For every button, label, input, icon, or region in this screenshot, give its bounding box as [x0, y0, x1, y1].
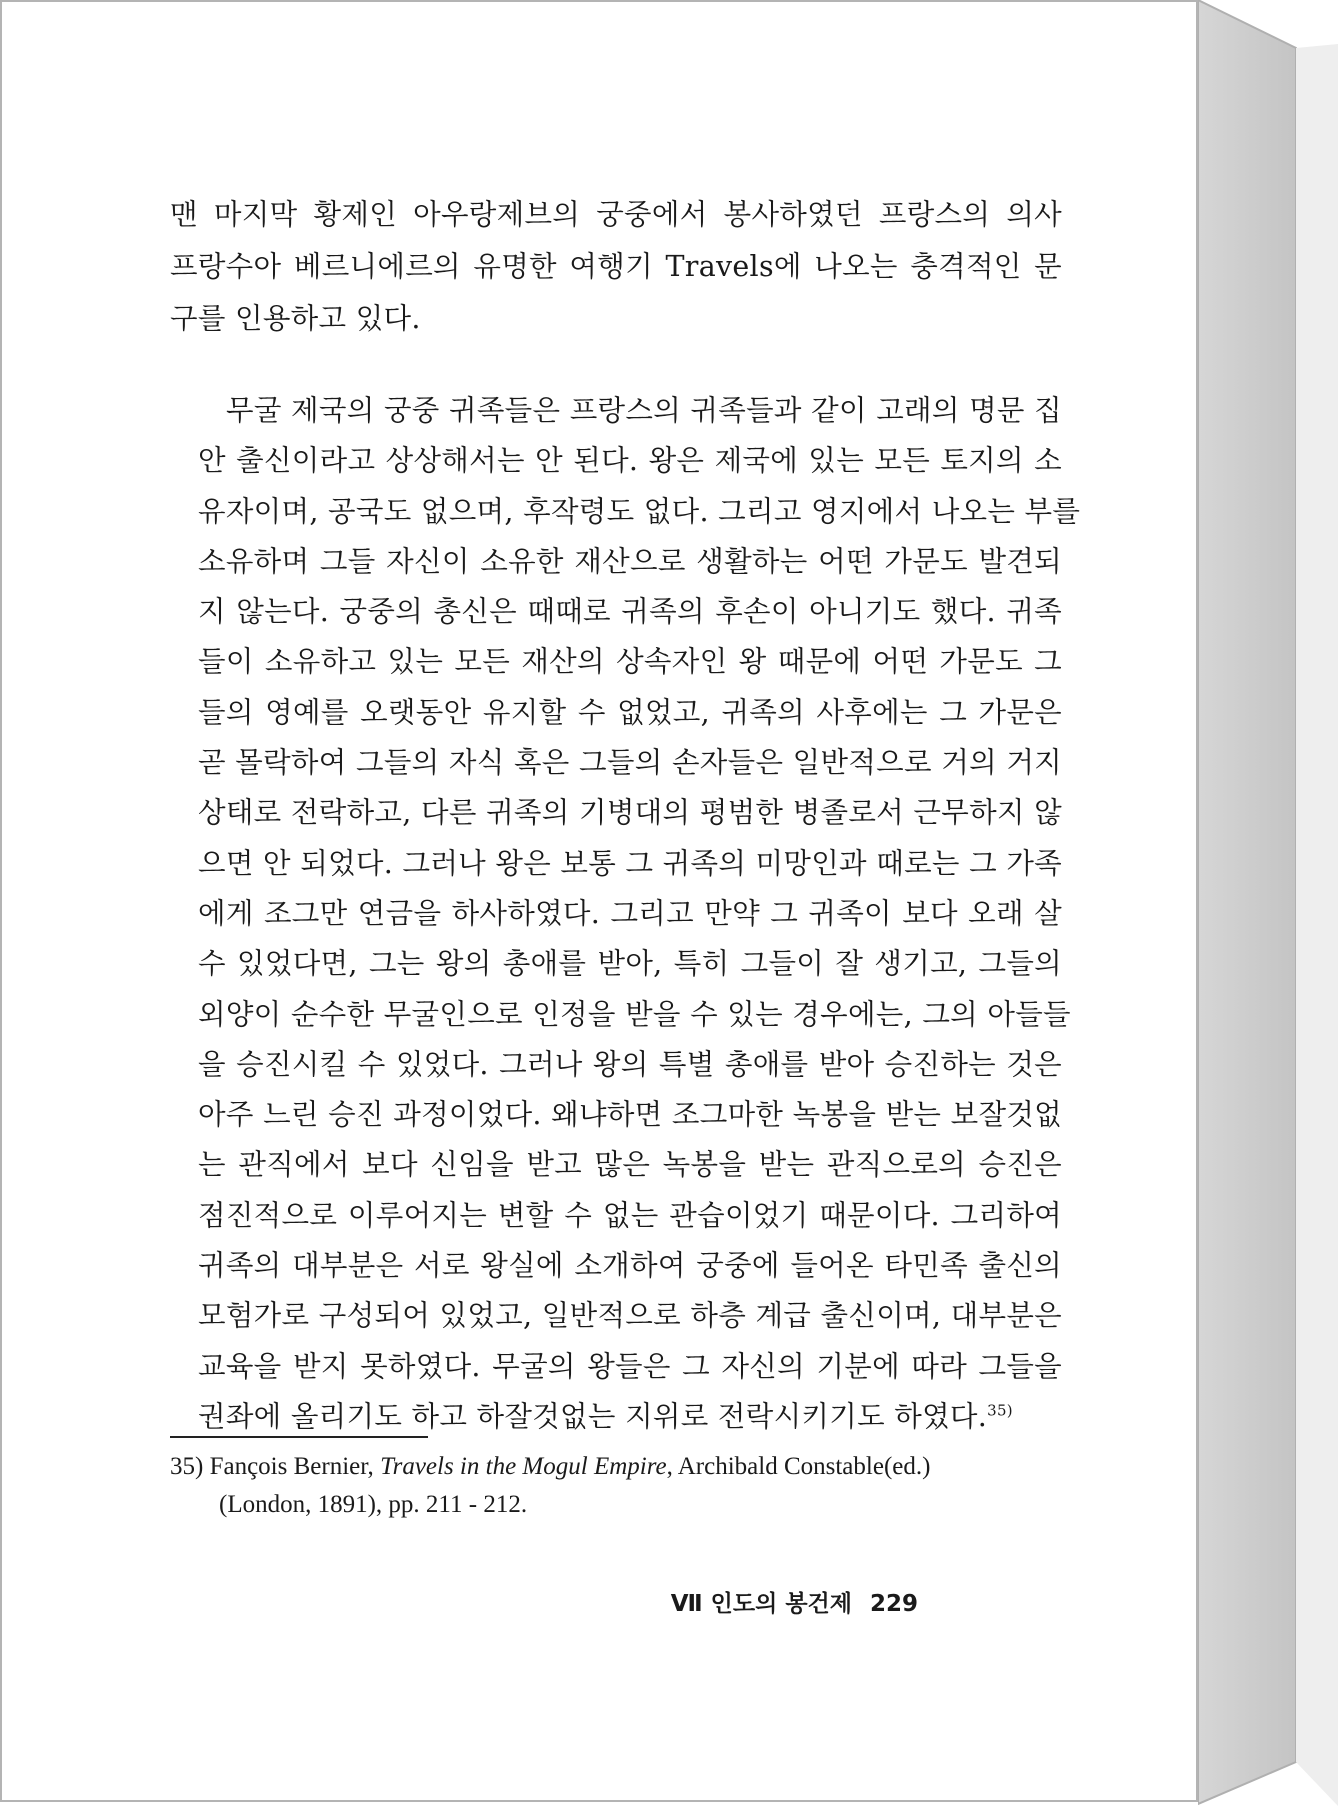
chapter-title: Ⅶ 인도의 봉건제	[670, 1591, 852, 1617]
text-line: 는 관직에서 보다 신임을 받고 많은 녹봉을 받는 관직으로의 승진은	[198, 1148, 1062, 1182]
text-line: 곧 몰락하여 그들의 자식 혹은 그들의 손자들은 일반적으로 거의 거지	[198, 746, 1062, 780]
text-line: 으면 안 되었다. 그러나 왕은 보통 그 귀족의 미망인과 때로는 그 가족	[198, 846, 1062, 880]
text-line	[198, 1392, 1062, 1442]
footnote	[170, 1448, 1070, 1524]
text-line: 상태로 전락하고, 다른 귀족의 기병대의 평범한 병졸로서 근무하지 않	[198, 796, 1062, 830]
text-line: 안 출신이라고 상상해서는 안 된다. 왕은 제국에 있는 모든 토지의 소	[198, 444, 1062, 478]
footnote-publisher: , Archibald Constable(ed.)	[666, 1453, 931, 1480]
intro-paragraph	[170, 189, 1062, 345]
text-line: 지 않는다. 궁중의 총신은 때때로 귀족의 후손이 아니기도 했다. 귀족	[198, 595, 1062, 629]
text-line: 무굴 제국의 궁중 귀족들은 프랑스의 귀족들과 같이 고래의 명문 집	[226, 394, 1062, 427]
text-line: 아주 느린 승진 과정이었다. 왜냐하면 조그마한 녹봉을 받는 보잘것없	[198, 1098, 1062, 1132]
text-line: 귀족의 대부분은 서로 왕실에 소개하여 궁중에 들어온 타민족 출신의	[198, 1249, 1062, 1283]
text-line: 교육을 받지 못하였다. 무굴의 왕들은 그 자신의 기분에 따라 그들을	[198, 1349, 1062, 1383]
running-head	[671, 1585, 918, 1618]
footnote-line	[170, 1448, 1070, 1486]
footnote-number: 35)	[170, 1453, 204, 1480]
footnote-reference[interactable]: 35)	[987, 1401, 1013, 1420]
footnote-line: (London, 1891), pp. 211 - 212.	[219, 1491, 528, 1518]
footnote-rule	[170, 1436, 428, 1438]
text-line: 소유하며 그들 자신이 소유한 재산으로 생활하는 어떤 가문도 발견되	[198, 544, 1062, 578]
text-line: 맨 마지막 황제인 아우랑제브의 궁중에서 봉사하였던 프랑스의 의사	[170, 198, 1062, 231]
text-line: 프랑수아 베르니에르의 유명한 여행기 Travels에 나오는 충격적인 문	[170, 250, 1062, 283]
text-line: 을 승진시킬 수 있었다. 그러나 왕의 특별 총애를 받아 승진하는 것은	[198, 1047, 1062, 1081]
text-line-content: 권좌에 올리기도 하고 하잘것없는 지위로 전락시키기도 하였다.	[198, 1399, 988, 1433]
text-line: 모험가로 구성되어 있었고, 일반적으로 하층 계급 출신이며, 대부분은	[198, 1299, 1062, 1333]
text-line: 외양이 순수한 무굴인으로 인정을 받을 수 있는 경우에는, 그의 아들들	[198, 997, 1071, 1031]
text-line: 수 있었다면, 그는 왕의 총애를 받아, 특히 그들이 잘 생기고, 그들의	[198, 947, 1062, 981]
text-line: 점진적으로 이루어지는 변할 수 없는 관습이었기 때문이다. 그리하여	[198, 1198, 1062, 1232]
footnote-title: Travels in the Mogul Empire	[380, 1453, 667, 1480]
text-line: 에게 조그만 연금을 하사하였다. 그리고 만약 그 귀족이 보다 오래 살	[198, 896, 1062, 930]
text-line: 구를 인용하고 있다.	[170, 302, 421, 335]
book-thickness-edge	[1198, 0, 1338, 1806]
block-quote	[198, 386, 1081, 1442]
page-number: 229	[869, 1591, 918, 1617]
text-line: 유자이며, 공국도 없으며, 후작령도 없다. 그리고 영지에서 나오는 부를	[198, 494, 1081, 528]
text-line: 들이 소유하고 있는 모든 재산의 상속자인 왕 때문에 어떤 가문도 그	[198, 645, 1062, 679]
text-line: 들의 영예를 오랫동안 유지할 수 없었고, 귀족의 사후에는 그 가문은	[198, 695, 1062, 729]
footnote-author: Fançois Bernier,	[209, 1453, 374, 1480]
